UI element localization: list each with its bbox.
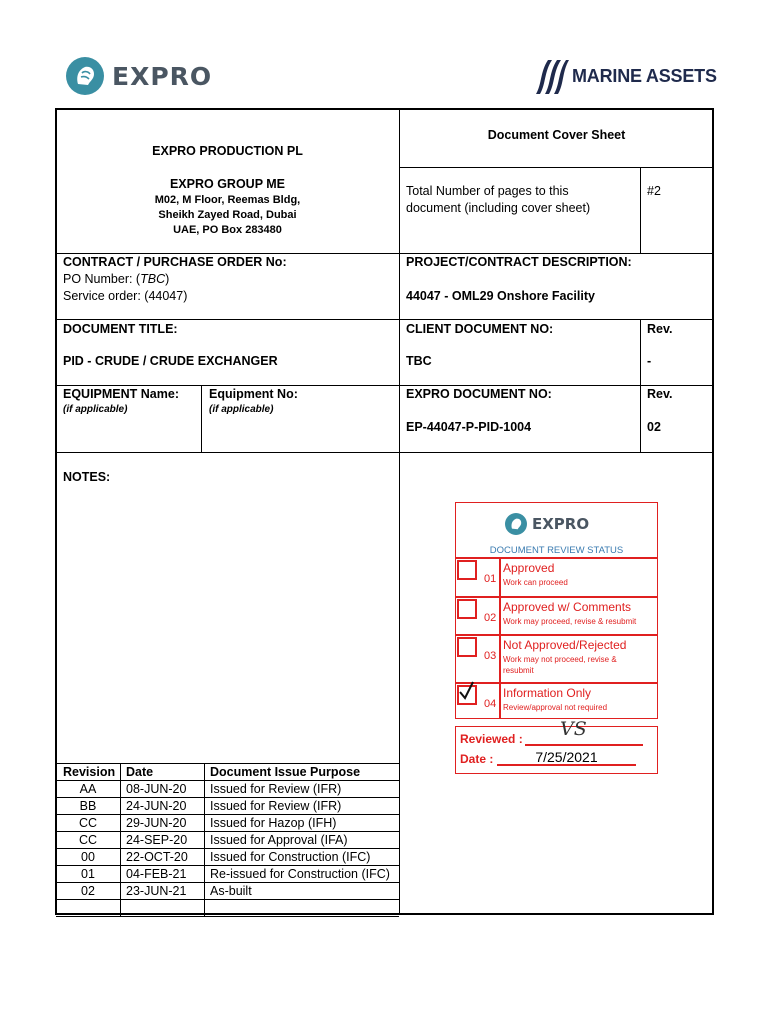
stamp-logo bbox=[505, 513, 589, 535]
table-rule bbox=[120, 763, 121, 916]
divider bbox=[640, 167, 641, 253]
stamp-divider bbox=[455, 557, 658, 559]
po-number: PO Number: (TBC) bbox=[63, 272, 170, 286]
stamp-divider bbox=[499, 557, 501, 718]
address-line: UAE, PO Box 283480 bbox=[173, 224, 282, 236]
option-title: Approved bbox=[503, 561, 555, 575]
table-header-cell: Document Issue Purpose bbox=[210, 765, 361, 779]
table-cell: AA bbox=[79, 782, 97, 796]
reviewer-signature: VS bbox=[560, 718, 587, 740]
divider bbox=[399, 167, 714, 168]
date-label: Date : bbox=[460, 752, 494, 766]
stamp-heading: DOCUMENT REVIEW STATUS bbox=[489, 545, 624, 556]
document-title-value: PID - CRUDE / CRUDE EXCHANGER bbox=[63, 354, 278, 368]
option-title: Not Approved/Rejected bbox=[503, 638, 627, 652]
review-checkbox[interactable] bbox=[457, 599, 477, 619]
client-rev-label: Rev. bbox=[647, 322, 673, 336]
reviewed-label: Reviewed : bbox=[460, 732, 523, 746]
review-checkbox[interactable] bbox=[457, 637, 477, 657]
company-name-2: EXPRO GROUP ME bbox=[169, 177, 286, 191]
expro-rev-label: Rev. bbox=[647, 387, 673, 401]
expro-doc-value: EP-44047-P-PID-1004 bbox=[406, 420, 532, 434]
option-subtitle: Work may not proceed, revise & bbox=[503, 655, 617, 664]
stamp-logo-text: EXPRO bbox=[532, 515, 590, 533]
equipment-name-label: EQUIPMENT Name: bbox=[63, 387, 179, 401]
table-cell: Issued for Hazop (IFH) bbox=[210, 816, 337, 830]
option-number: 03 bbox=[484, 650, 497, 662]
option-subtitle: Review/approval not required bbox=[503, 703, 608, 712]
table-cell: Re-issued for Construction (IFC) bbox=[210, 867, 390, 881]
main-divider bbox=[399, 109, 400, 914]
table-rule bbox=[56, 916, 399, 917]
table-rule bbox=[56, 899, 399, 900]
notes-label: NOTES: bbox=[63, 470, 111, 484]
table-cell: 23-JUN-21 bbox=[126, 884, 187, 898]
reviewed-line bbox=[525, 744, 643, 746]
divider bbox=[201, 385, 202, 452]
expro-doc-label: EXPRO DOCUMENT NO: bbox=[406, 387, 552, 401]
stamp-divider bbox=[455, 682, 658, 684]
table-cell: 29-JUN-20 bbox=[126, 816, 187, 830]
option-title: Information Only bbox=[503, 686, 592, 700]
option-number: 02 bbox=[484, 612, 497, 624]
review-checkbox[interactable] bbox=[457, 685, 477, 705]
pages-value: #2 bbox=[647, 184, 661, 198]
cover-title: Document Cover Sheet bbox=[487, 128, 626, 142]
table-cell: Issued for Review (IFR) bbox=[210, 782, 342, 796]
equipment-no-label: Equipment No: bbox=[209, 387, 298, 401]
project-label: PROJECT/CONTRACT DESCRIPTION: bbox=[406, 255, 632, 269]
table-cell: 00 bbox=[81, 850, 95, 864]
table-header-cell: Revision bbox=[63, 765, 116, 779]
table-cell: 01 bbox=[81, 867, 95, 881]
document-title-label: DOCUMENT TITLE: bbox=[63, 322, 178, 336]
table-cell: 08-JUN-20 bbox=[126, 782, 187, 796]
waves-logo-icon bbox=[532, 56, 570, 96]
table-cell: Issued for Review (IFR) bbox=[210, 799, 342, 813]
option-subtitle: resubmit bbox=[503, 666, 534, 675]
option-title: Approved w/ Comments bbox=[503, 600, 632, 614]
table-cell: 24-JUN-20 bbox=[126, 799, 187, 813]
table-rule bbox=[204, 763, 205, 916]
table-cell: CC bbox=[78, 833, 98, 847]
company-name-1: EXPRO PRODUCTION PL bbox=[152, 144, 303, 158]
option-subtitle: Work may proceed, revise & resubmit bbox=[503, 617, 637, 626]
service-order: Service order: (44047) bbox=[63, 289, 188, 303]
stamp-divider bbox=[455, 596, 658, 598]
address-line: M02, M Floor, Reemas Bldg, bbox=[154, 194, 301, 206]
marine-assets-logo-text: MARINE ASSETS bbox=[572, 65, 717, 86]
address-line: Sheikh Zayed Road, Dubai bbox=[158, 209, 297, 221]
contract-label: CONTRACT / PURCHASE ORDER No: bbox=[63, 255, 287, 269]
table-header-cell: Date bbox=[126, 765, 154, 779]
stamp-divider bbox=[455, 634, 658, 636]
pages-label: document (including cover sheet) bbox=[406, 201, 591, 215]
equipment-no-note: (if applicable) bbox=[209, 404, 274, 415]
option-number: 04 bbox=[484, 698, 497, 710]
client-doc-value: TBC bbox=[406, 354, 432, 368]
expro-logo-text: EXPRO bbox=[112, 61, 213, 91]
divider bbox=[56, 319, 714, 320]
checkmark-icon bbox=[457, 681, 477, 701]
table-cell: 22-OCT-20 bbox=[126, 850, 188, 864]
review-date: 7/25/2021 bbox=[535, 749, 598, 765]
table-cell: CC bbox=[78, 816, 98, 830]
table-cell: 04-FEB-21 bbox=[126, 867, 187, 881]
option-number: 01 bbox=[484, 573, 497, 585]
table-cell: BB bbox=[79, 799, 97, 813]
client-doc-label: CLIENT DOCUMENT NO: bbox=[406, 322, 554, 336]
table-cell: Issued for Construction (IFC) bbox=[210, 850, 371, 864]
table-cell: 02 bbox=[81, 884, 95, 898]
client-rev-value: - bbox=[647, 354, 652, 368]
pages-label: Total Number of pages to this bbox=[406, 184, 569, 198]
table-cell: Issued for Approval (IFA) bbox=[210, 833, 348, 847]
lion-head-icon bbox=[66, 57, 104, 95]
expro-logo bbox=[66, 54, 212, 98]
table-cell: As-built bbox=[210, 884, 252, 898]
marine-assets-logo bbox=[532, 56, 717, 96]
option-subtitle: Work can proceed bbox=[503, 578, 568, 587]
review-checkbox[interactable] bbox=[457, 560, 477, 580]
project-value: 44047 - OML29 Onshore Facility bbox=[406, 289, 595, 303]
divider bbox=[56, 452, 714, 453]
lion-head-icon bbox=[505, 513, 527, 535]
equipment-name-note: (if applicable) bbox=[63, 404, 128, 415]
table-cell: 24-SEP-20 bbox=[126, 833, 188, 847]
expro-rev-value: 02 bbox=[647, 420, 661, 434]
